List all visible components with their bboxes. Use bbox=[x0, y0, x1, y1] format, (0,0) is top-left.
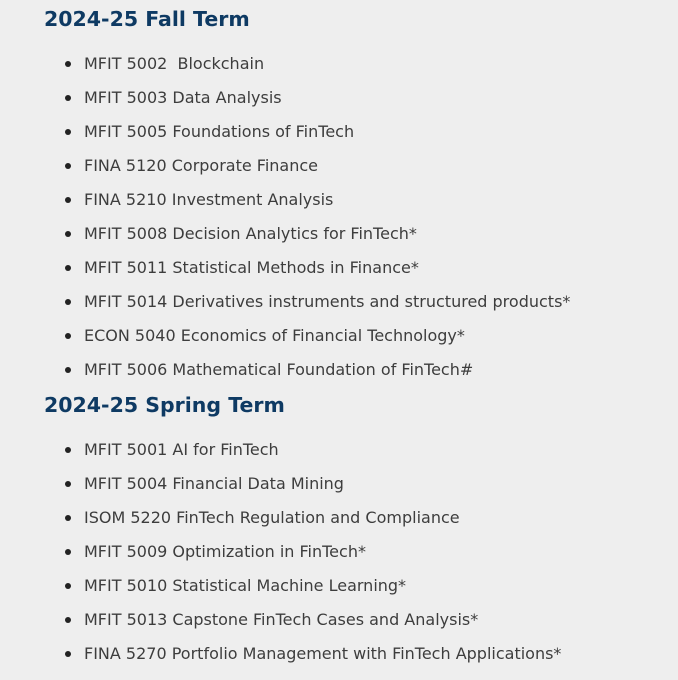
spring-course-item-2 bbox=[0, 507, 678, 541]
bullet-icon bbox=[65, 163, 71, 169]
fall-course-item-0 bbox=[0, 53, 678, 87]
fall-course-item-7 bbox=[0, 291, 678, 325]
spring-course-item-3 bbox=[0, 541, 678, 575]
bullet-icon bbox=[65, 367, 71, 373]
fall-course-item-1 bbox=[0, 87, 678, 121]
bullet-icon bbox=[65, 549, 71, 555]
bullet-icon bbox=[65, 129, 71, 135]
course-label: MFIT 5013 Capstone FinTech Cases and Analysis* bbox=[84, 610, 479, 629]
bullet-icon bbox=[65, 617, 71, 623]
spring-course-item-4 bbox=[0, 575, 678, 609]
fall-course-item-9 bbox=[0, 359, 678, 393]
course-label: ISOM 5220 FinTech Regulation and Compliance bbox=[84, 508, 460, 527]
course-label: FINA 5120 Corporate Finance bbox=[84, 156, 319, 175]
course-label: FINA 5270 Portfolio Management with FinTech Applications* bbox=[84, 644, 562, 663]
course-label: MFIT 5010 Statistical Machine Learning* bbox=[84, 576, 407, 595]
bullet-icon bbox=[65, 231, 71, 237]
fall-course-item-5 bbox=[0, 223, 678, 257]
fall-course-item-2 bbox=[0, 121, 678, 155]
bullet-icon bbox=[65, 583, 71, 589]
spring-course-item-1 bbox=[0, 473, 678, 507]
course-label: MFIT 5003 Data Analysis bbox=[84, 88, 282, 107]
course-label: MFIT 5011 Statistical Methods in Finance* bbox=[84, 258, 419, 277]
bullet-icon bbox=[65, 515, 71, 521]
spring-course-item-5 bbox=[0, 609, 678, 643]
spring-course-item-0 bbox=[0, 439, 678, 473]
bullet-icon bbox=[65, 333, 71, 339]
course-label: FINA 5210 Investment Analysis bbox=[84, 190, 334, 209]
fall-course-list bbox=[0, 53, 678, 393]
spring-course-list bbox=[0, 439, 678, 677]
bullet-icon bbox=[65, 265, 71, 271]
bullet-icon bbox=[65, 95, 71, 101]
bullet-icon bbox=[65, 197, 71, 203]
fall-course-item-8 bbox=[0, 325, 678, 359]
fall-course-item-3 bbox=[0, 155, 678, 189]
bullet-icon bbox=[65, 447, 71, 453]
course-label: ECON 5040 Economics of Financial Technology* bbox=[84, 326, 465, 345]
spring-course-item-6 bbox=[0, 643, 678, 677]
course-label: MFIT 5006 Mathematical Foundation of FinTech# bbox=[84, 360, 474, 379]
course-label: MFIT 5014 Derivatives instruments and structured products* bbox=[84, 292, 571, 311]
course-label: MFIT 5009 Optimization in FinTech* bbox=[84, 542, 366, 561]
course-label: MFIT 5005 Foundations of FinTech bbox=[84, 122, 355, 141]
bullet-icon bbox=[65, 61, 71, 67]
course-label: MFIT 5002 Blockchain bbox=[84, 54, 265, 73]
fall-term-heading: 2024-25 Fall Term bbox=[44, 7, 250, 31]
course-label: MFIT 5008 Decision Analytics for FinTech* bbox=[84, 224, 417, 243]
bullet-icon bbox=[65, 481, 71, 487]
course-label: MFIT 5004 Financial Data Mining bbox=[84, 474, 344, 493]
spring-term-heading: 2024-25 Spring Term bbox=[44, 393, 285, 417]
bullet-icon bbox=[65, 651, 71, 657]
bullet-icon bbox=[65, 299, 71, 305]
fall-course-item-4 bbox=[0, 189, 678, 223]
fall-course-item-6 bbox=[0, 257, 678, 291]
course-label: MFIT 5001 AI for FinTech bbox=[84, 440, 279, 459]
